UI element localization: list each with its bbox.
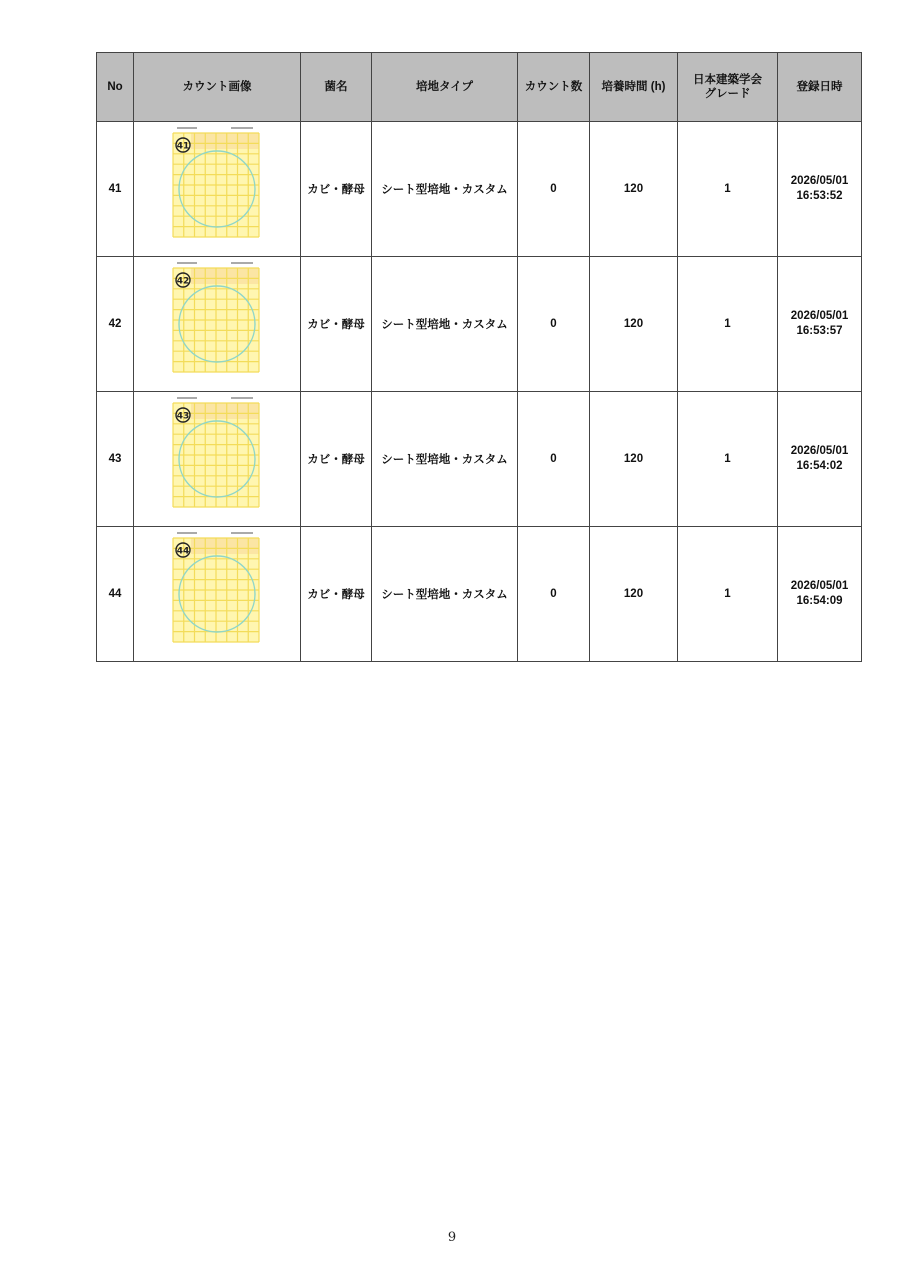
sample-number-label: 43: [176, 411, 190, 422]
cell-no: 43: [97, 392, 134, 527]
cell-registered-at: 2026/05/01 16:54:02: [778, 392, 862, 527]
sample-number-label: 41: [176, 141, 190, 152]
cell-medium-type: シート型培地・カスタム: [372, 527, 518, 662]
cell-count-image: [134, 122, 301, 257]
cell-no: 44: [97, 527, 134, 662]
cell-aij-grade: 1: [678, 527, 778, 662]
culture-plate-image: [171, 258, 263, 374]
cell-species: カビ・酵母: [301, 257, 372, 392]
cell-count: 0: [518, 527, 590, 662]
header-culture-hours: 培養時間 (h): [590, 53, 678, 122]
header-registered-at: 登録日時: [778, 53, 862, 122]
table-row: [97, 257, 862, 392]
cell-no: 41: [97, 122, 134, 257]
cell-count: 0: [518, 257, 590, 392]
header-count: カウント数: [518, 53, 590, 122]
cell-registered-at: 2026/05/01 16:53:52: [778, 122, 862, 257]
records-table: [96, 52, 862, 662]
cell-registered-at: 2026/05/01 16:54:09: [778, 527, 862, 662]
cell-count-image: [134, 392, 301, 527]
cell-aij-grade: 1: [678, 122, 778, 257]
header-species: 菌名: [301, 53, 372, 122]
cell-medium-type: シート型培地・カスタム: [372, 392, 518, 527]
cell-count-image: [134, 527, 301, 662]
table-row: [97, 122, 862, 257]
cell-no: 42: [97, 257, 134, 392]
cell-registered-at: 2026/05/01 16:53:57: [778, 257, 862, 392]
sample-number-label: 42: [176, 276, 190, 287]
cell-medium-type: シート型培地・カスタム: [372, 257, 518, 392]
cell-species: カビ・酵母: [301, 122, 372, 257]
header-row: [97, 53, 862, 122]
page-number: 9: [447, 1230, 457, 1245]
header-no: No: [97, 53, 134, 122]
header-count-image: カウント画像: [134, 53, 301, 122]
sample-number-label: 44: [176, 546, 190, 557]
culture-plate-image: [171, 123, 263, 239]
culture-plate-image: [171, 528, 263, 644]
table-row: [97, 527, 862, 662]
cell-culture-hours: 120: [590, 257, 678, 392]
table-body: [97, 122, 862, 662]
header-aij-grade: 日本建築学会 グレード: [678, 53, 778, 122]
cell-aij-grade: 1: [678, 257, 778, 392]
cell-medium-type: シート型培地・カスタム: [372, 122, 518, 257]
header-medium-type: 培地タイプ: [372, 53, 518, 122]
cell-count: 0: [518, 392, 590, 527]
cell-culture-hours: 120: [590, 392, 678, 527]
cell-species: カビ・酵母: [301, 392, 372, 527]
cell-culture-hours: 120: [590, 527, 678, 662]
cell-count-image: [134, 257, 301, 392]
cell-aij-grade: 1: [678, 392, 778, 527]
cell-species: カビ・酵母: [301, 527, 372, 662]
culture-plate-image: [171, 393, 263, 509]
table-row: [97, 392, 862, 527]
cell-count: 0: [518, 122, 590, 257]
table-header: [97, 53, 862, 122]
cell-culture-hours: 120: [590, 122, 678, 257]
